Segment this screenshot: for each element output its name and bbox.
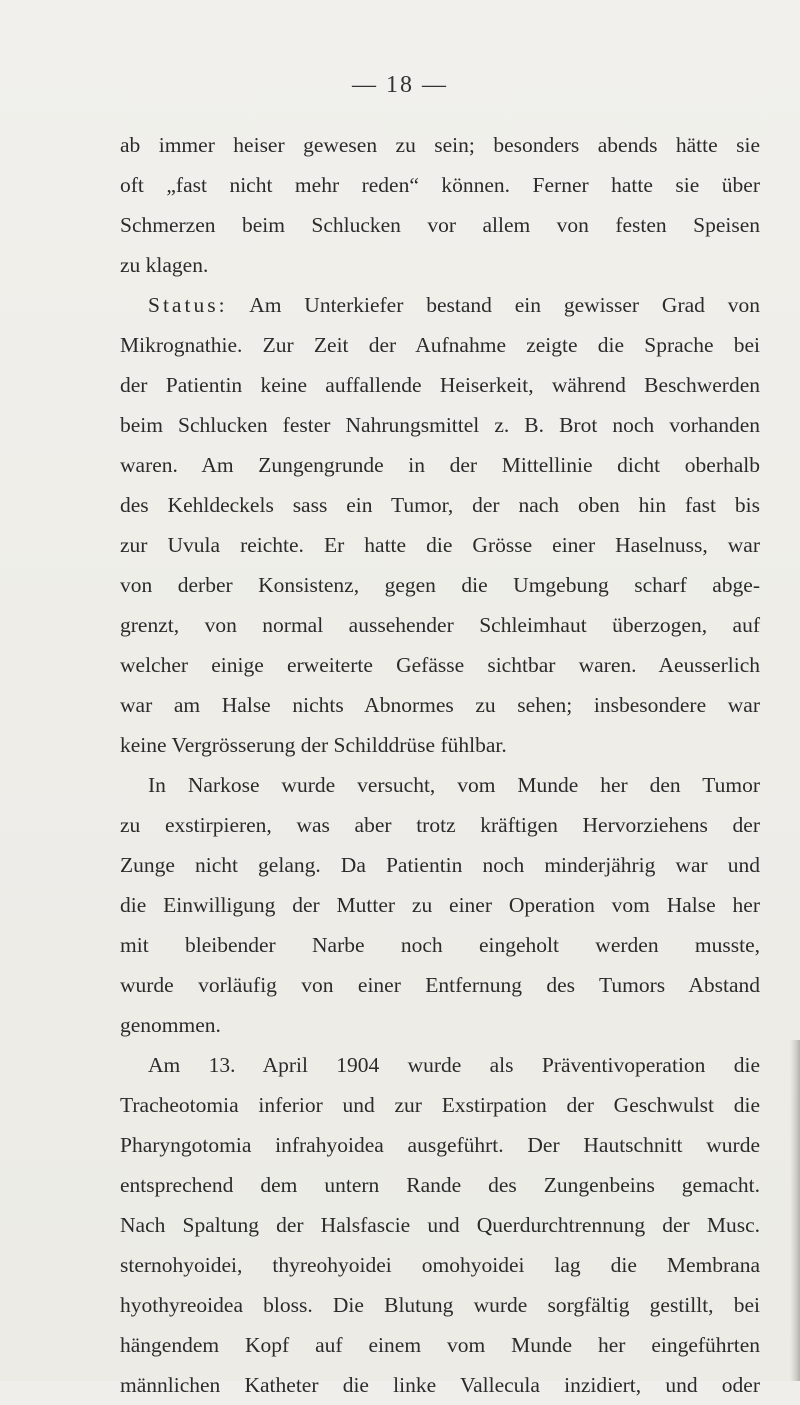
text-line: von derber Konsistenz, gegen die Umgebung scharf abge- bbox=[120, 573, 760, 597]
page-edge-shadow bbox=[790, 1040, 800, 1381]
text-line: Mikrognathie. Zur Zeit der Aufnahme zeigte die Sprache bei bbox=[120, 333, 760, 357]
text-line: wurde vorläufig von einer Entfernung des Tumors Abstand bbox=[120, 973, 760, 997]
text-line: zur Uvula reichte. Er hatte die Grösse einer Haselnuss, war bbox=[120, 533, 760, 557]
text-line: des Kehldeckels sass ein Tumor, der nach oben hin fast bis bbox=[120, 493, 760, 517]
text-line: welcher einige erweiterte Gefässe sichtbar waren. Aeusserlich bbox=[120, 653, 760, 677]
text-line: hängendem Kopf auf einem vom Munde her eingeführten bbox=[120, 1333, 760, 1357]
text-line: In Narkose wurde versucht, vom Munde her den Tumor bbox=[148, 773, 760, 797]
text-line: Schmerzen beim Schlucken vor allem von festen Speisen bbox=[120, 213, 760, 237]
body-text bbox=[120, 125, 760, 1405]
text-line: hyothyreoidea bloss. Die Blutung wurde sorgfältig gestillt, bei bbox=[120, 1293, 760, 1317]
text-line: war am Halse nichts Abnormes zu sehen; insbesondere war bbox=[120, 693, 760, 717]
text-line: grenzt, von normal aussehender Schleimhaut überzogen, auf bbox=[120, 613, 760, 637]
text-line: Nach Spaltung der Halsfascie und Querdurchtrennung der Musc. bbox=[120, 1213, 760, 1237]
text-line: mit bleibender Narbe noch eingeholt werden musste, bbox=[120, 933, 760, 957]
text-line: beim Schlucken fester Nahrungsmittel z. B. Brot noch vorhanden bbox=[120, 413, 760, 437]
text-line: Pharyngotomia infrahyoidea ausgeführt. Der Hautschnitt wurde bbox=[120, 1133, 760, 1157]
text-line: entsprechend dem untern Rande des Zungenbeins gemacht. bbox=[120, 1173, 760, 1197]
text-line: genommen. bbox=[120, 1013, 221, 1037]
text-line: Zunge nicht gelang. Da Patientin noch minderjährig war und bbox=[120, 853, 760, 877]
text-line: Tracheotomia inferior und zur Exstirpation der Geschwulst die bbox=[120, 1093, 760, 1117]
text-line: waren. Am Zungengrunde in der Mittellinie dicht oberhalb bbox=[120, 453, 760, 477]
text-line: Status: Am Unterkiefer bestand ein gewisser Grad von bbox=[148, 293, 760, 317]
text-line: die Einwilligung der Mutter zu einer Operation vom Halse her bbox=[120, 893, 760, 917]
text-line: der Patientin keine auffallende Heiserkeit, während Beschwerden bbox=[120, 373, 760, 397]
text-line: oft „fast nicht mehr reden“ können. Ferner hatte sie über bbox=[120, 173, 760, 197]
text-line: sternohyoidei, thyreohyoidei omohyoidei lag die Membrana bbox=[120, 1253, 760, 1277]
text-line: Am 13. April 1904 wurde als Präventivoperation die bbox=[148, 1053, 760, 1077]
text-line: männlichen Katheter die linke Vallecula inzidiert, und oder bbox=[120, 1373, 760, 1397]
text-line: ab immer heiser gewesen zu sein; besonders abends hätte sie bbox=[120, 133, 760, 157]
text-line: zu exstirpieren, was aber trotz kräftigen Hervorziehens der bbox=[120, 813, 760, 837]
text-line: zu klagen. bbox=[120, 253, 209, 277]
status-heading: Status: bbox=[148, 293, 228, 317]
text-line: keine Vergrösserung der Schilddrüse fühlbar. bbox=[120, 733, 507, 757]
page-number: — 18 — bbox=[352, 72, 448, 98]
